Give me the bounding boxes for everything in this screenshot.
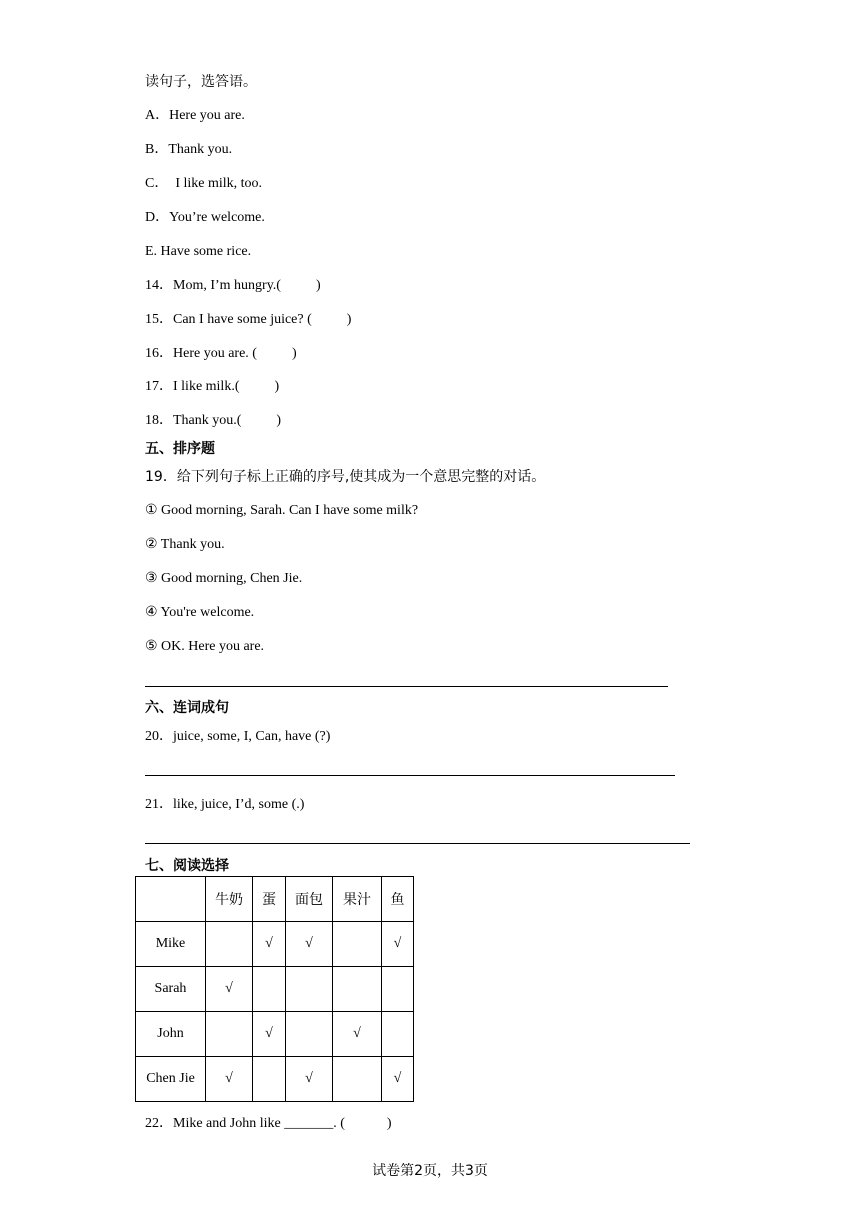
table-cell xyxy=(286,1012,333,1057)
question-20: 20．juice, some, I, Can, have (?) xyxy=(145,729,331,744)
question-19: 19．给下列句子标上正确的序号,使其成为一个意思完整的对话。 xyxy=(145,469,546,485)
question-16: 16．Here you are. ( ) xyxy=(145,346,297,361)
table-row xyxy=(136,1057,414,1102)
answer-line-21 xyxy=(145,843,690,844)
option-d: D．You’re welcome. xyxy=(145,210,265,225)
table-cell: John xyxy=(136,1012,206,1057)
order-item-5: ⑤ OK. Here you are. xyxy=(145,639,265,654)
table-cell xyxy=(206,1012,253,1057)
answer-line-19 xyxy=(145,686,668,687)
table-header-cell: 果汁 xyxy=(333,877,382,922)
table-cell: √ xyxy=(382,1057,414,1102)
table-header-cell: 蛋 xyxy=(253,877,286,922)
table-cell: Sarah xyxy=(136,967,206,1012)
table-cell xyxy=(382,1012,414,1057)
table-cell: √ xyxy=(286,922,333,967)
question-22: 22．Mike and John like _______. ( ) xyxy=(145,1116,392,1131)
table-cell: √ xyxy=(286,1057,333,1102)
table-cell xyxy=(253,1057,286,1102)
answer-line-20 xyxy=(145,775,675,776)
question-17: 17．I like milk.( ) xyxy=(145,379,280,394)
order-item-4: ④ You're welcome. xyxy=(145,605,255,620)
table-cell: Mike xyxy=(136,922,206,967)
section-6-heading: 六、连词成句 xyxy=(145,700,229,716)
table-cell xyxy=(286,967,333,1012)
table-cell xyxy=(382,967,414,1012)
order-item-1: ① Good morning, Sarah. Can I have some milk? xyxy=(145,503,419,518)
table-cell: √ xyxy=(382,922,414,967)
food-table xyxy=(135,876,414,1102)
table-cell: √ xyxy=(253,922,286,967)
instruction: 读句子，选答语。 xyxy=(145,74,257,90)
table-cell xyxy=(253,967,286,1012)
table-header-row xyxy=(136,877,414,922)
table-row xyxy=(136,1012,414,1057)
order-item-3: ③ Good morning, Chen Jie. xyxy=(145,571,303,586)
question-18: 18．Thank you.( ) xyxy=(145,413,282,428)
order-item-2: ② Thank you. xyxy=(145,537,225,552)
table-cell xyxy=(333,967,382,1012)
question-15: 15．Can I have some juice? ( ) xyxy=(145,312,352,327)
table-cell: √ xyxy=(253,1012,286,1057)
table-cell: √ xyxy=(206,967,253,1012)
table-header-cell xyxy=(136,877,206,922)
table-row xyxy=(136,922,414,967)
table-header-cell: 鱼 xyxy=(382,877,414,922)
table-cell xyxy=(206,922,253,967)
table-header-cell: 牛奶 xyxy=(206,877,253,922)
table-cell: Chen Jie xyxy=(136,1057,206,1102)
option-a: A．Here you are. xyxy=(145,108,245,123)
question-14: 14．Mom, I’m hungry.( ) xyxy=(145,278,321,293)
table-header-cell: 面包 xyxy=(286,877,333,922)
question-21: 21．like, juice, I’d, some (.) xyxy=(145,797,305,812)
table-cell xyxy=(333,922,382,967)
table-cell: √ xyxy=(206,1057,253,1102)
option-e: E. Have some rice. xyxy=(145,244,252,259)
option-b: B．Thank you. xyxy=(145,142,233,157)
page-footer: 试卷第2页，共3页 xyxy=(372,1163,488,1179)
table-cell: √ xyxy=(333,1012,382,1057)
option-c: C． I like milk, too. xyxy=(145,176,263,191)
section-5-heading: 五、排序题 xyxy=(145,441,215,457)
table-cell xyxy=(333,1057,382,1102)
table-row xyxy=(136,967,414,1012)
section-7-heading: 七、阅读选择 xyxy=(145,858,229,874)
